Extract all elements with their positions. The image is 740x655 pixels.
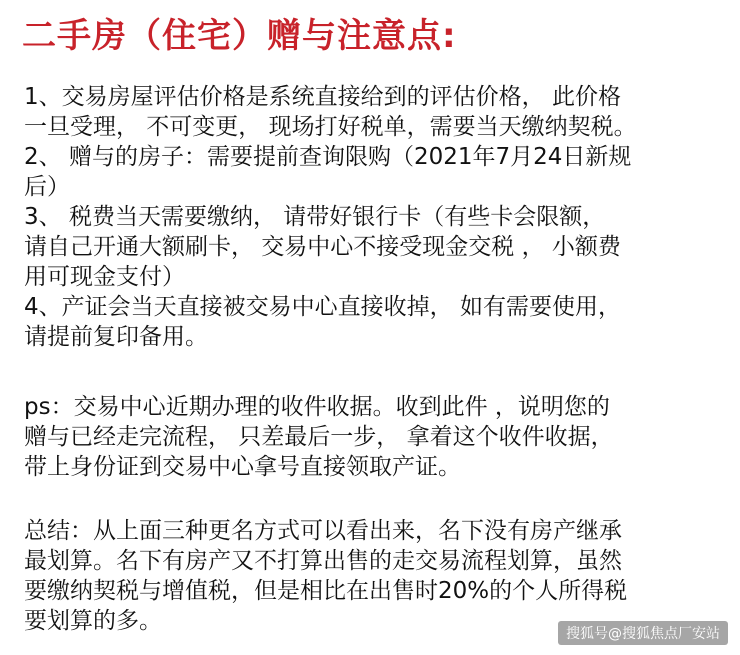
notes-line: 用可现金支付） [24, 264, 185, 290]
notes-line: 4、产证会当天直接被交易中心直接收掉， 如有需要使用， [24, 294, 621, 320]
source-watermark: 搜狐号@搜狐焦点厂安站 [558, 621, 728, 645]
ps-line: ps：交易中心近期办理的收件收据。收到此件 ，说明您的 [24, 394, 610, 420]
summary-line: 总结：从上面三种更名方式可以看出来，名下没有房产继承 [24, 518, 622, 544]
ps-section [24, 392, 724, 482]
summary-line: 最划算。名下有房产又不打算出售的走交易流程划算，虽然 [24, 548, 622, 574]
ps-line: 赠与已经走完流程， 只差最后一步， 拿着这个收件收据， [24, 424, 614, 450]
notes-line: 2、 赠与的房子：需要提前查询限购（2021年7月24日新规 [24, 144, 632, 170]
summary-line: 要划算的多。 [24, 608, 162, 634]
notes-line: 1、交易房屋评估价格是系统直接给到的评估价格， 此价格 [24, 84, 621, 110]
summary-line: 要缴纳契税与增值税，但是相比在出售时20%的个人所得税 [24, 578, 628, 604]
ps-line: 带上身份证到交易中心拿号直接领取产证。 [24, 454, 461, 480]
page-title: 二手房（住宅）赠与注意点: [22, 16, 457, 56]
notes-line: 3、 税费当天需要缴纳， 请带好银行卡（有些卡会限额， [24, 204, 606, 230]
notes-line: 请提前复印备用。 [24, 324, 208, 350]
summary-section [24, 516, 724, 636]
notes-section [24, 82, 724, 352]
notes-line: 一旦受理， 不可变更， 现场打好税单，需要当天缴纳契税。 [24, 114, 637, 140]
notes-line: 请自己开通大额刷卡， 交易中心不接受现金交税 ， 小额费 [24, 234, 621, 260]
notes-line: 后） [24, 174, 70, 200]
